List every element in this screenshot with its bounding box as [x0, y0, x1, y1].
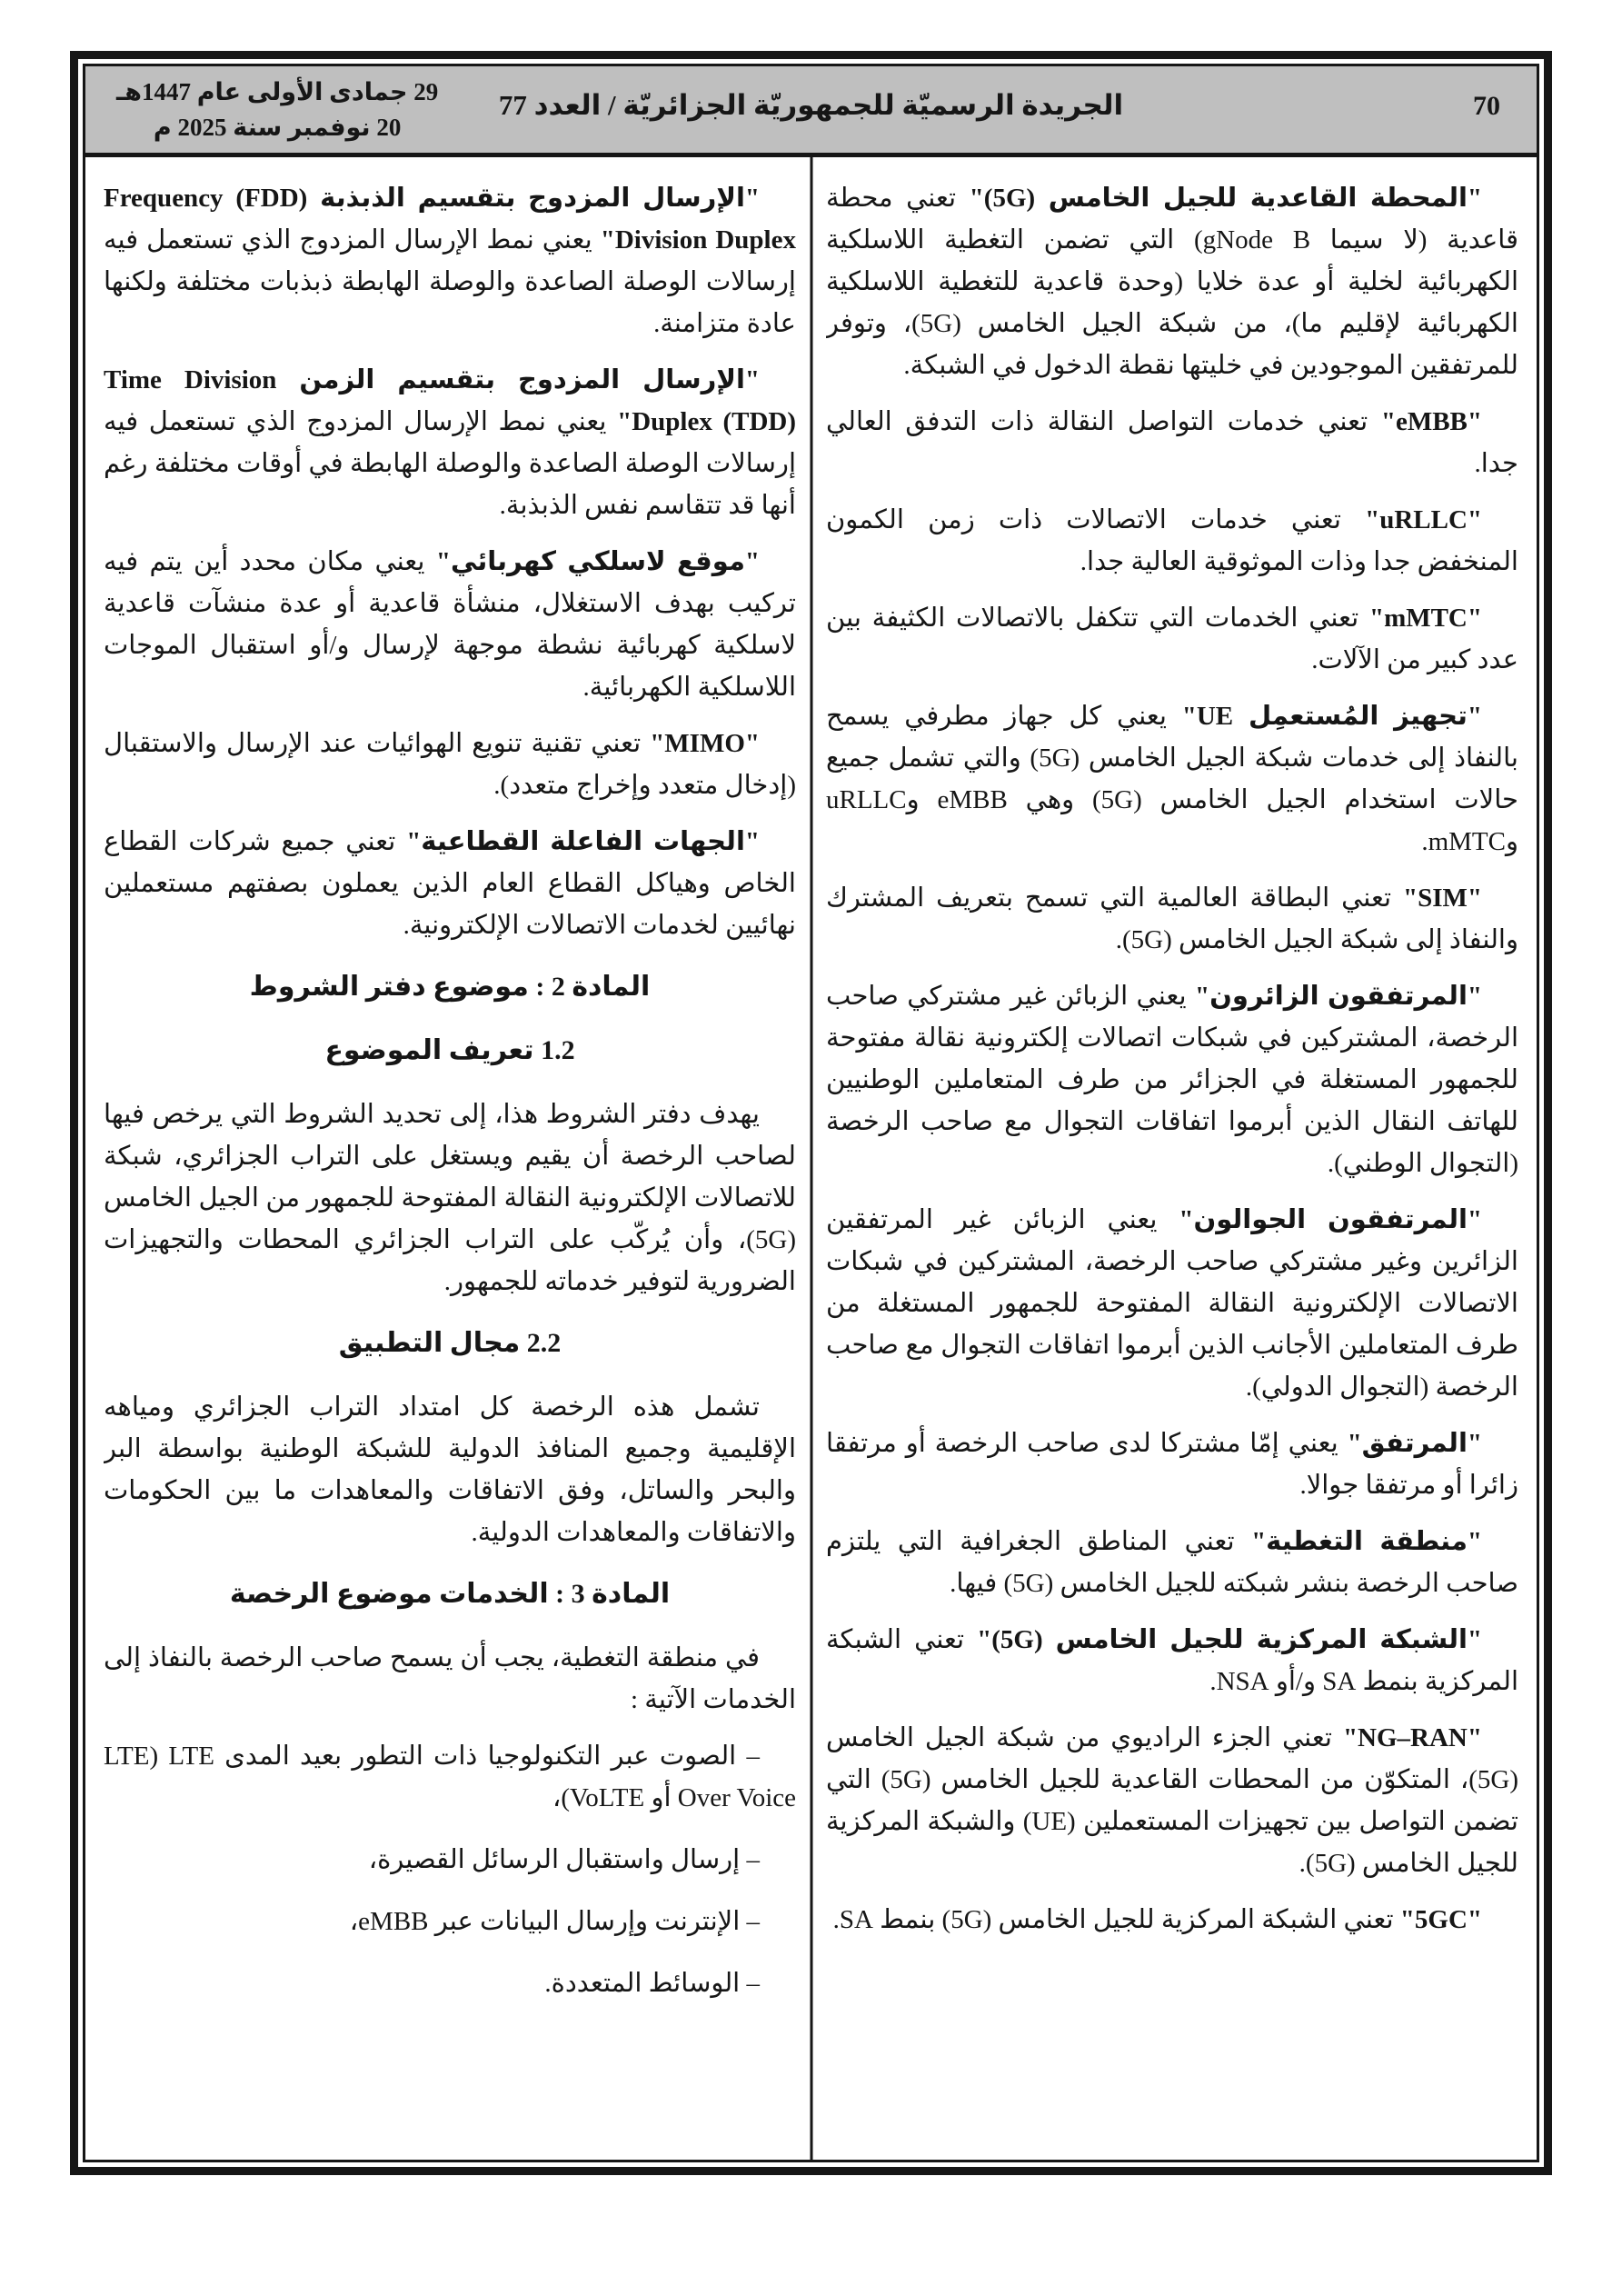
definition-paragraph: "NG–RAN" تعني الجزء الراديوي من شبكة الجيل الخامس (5G)، المتكوّن من المحطات القاعدية للجيل الخامس (5G) التي تضمن التواصل بين تجهيزات المستعملين (UE) والشبكة المركزية للجيل الخامس (5G). [826, 1723, 1518, 1878]
body-paragraph: تشمل هذه الرخصة كل امتداد التراب الجزائري ومياهه الإقليمية وجميع المنافذ الدولية للشبكة الوطنية بواسطة البر والبحر والساتل، وفق الاتفاقات والمعاهدات ما بين الحكومات والاتفاقات والمعاهدات الدولية. [104, 1393, 796, 1547]
definition-paragraph: "المرتفق" يعني إمّا مشتركا لدى صاحب الرخصة أو مرتفقا زائرا أو مرتفقا جوالا. [826, 1429, 1518, 1500]
defined-term: "NG–RAN" [1342, 1723, 1482, 1752]
service-list-item: – إرسال واستقبال الرسائل القصيرة، [368, 1845, 760, 1874]
defined-term: "الإرسال المزدوج بتقسيم الذبذبة (FDD) Frequency Division Duplex" [104, 184, 796, 255]
column-divider [810, 157, 812, 2160]
definition-paragraph: "SIM" تعني البطاقة العالمية التي تسمح بتعريف المشترك والنفاذ إلى شبكة الجيل الخامس (5G). [826, 883, 1518, 954]
defined-term: "الشبكة المركزية للجيل الخامس (5G)" [977, 1625, 1483, 1654]
column-right [826, 177, 1518, 2154]
defined-term: "eMBB" [1380, 407, 1482, 436]
defined-term: "الإرسال المزدوج بتقسيم الزمن Time Division Duplex (TDD)" [104, 365, 796, 436]
definition-paragraph: "MIMO" تعني تقنية تنويع الهوائيات عند الإرسال والاستقبال (إدخال متعدد وإخراج متعدد). [104, 729, 796, 800]
definition-paragraph: "المرتفقون الزائرون" يعني الزبائن غير مشتركي صاحب الرخصة، المشتركين في شبكات اتصالات إلكترونية نقالة مفتوحة للجمهور المستغلة في الجزائر من طرف المتعاملين الوطنيين للهاتف النقال الذين أبرموا اتفاقات التجوال مع صاحب الرخصة (التجوال الوطني). [826, 982, 1518, 1178]
definition-paragraph: "الإرسال المزدوج بتقسيم الذبذبة (FDD) Frequency Division Duplex" يعني نمط الإرسال المزدوج الذي تستعمل فيه إرسالات الوصلة الصاعدة والوصلة الهابطة ذبذبات مختلفة ولكنها عادة متزامنة. [104, 184, 796, 338]
page-number: 70 [1473, 91, 1500, 121]
page-body [85, 157, 1537, 2160]
header-date-hijri: 29 جمادى الأولى عام 1447هـ [116, 78, 439, 105]
definition-paragraph: "منطقة التغطية" تعني المناطق الجغرافية التي يلتزم صاحب الرخصة بنشر شبكته للجيل الخامس (5G) فيها. [826, 1527, 1518, 1598]
section-subheading: 1.2 تعريف الموضوع [324, 1035, 575, 1065]
defined-term: "منطقة التغطية" [1251, 1527, 1483, 1556]
defined-term: "uRLLC" [1365, 505, 1482, 534]
defined-term: "MIMO" [650, 729, 760, 758]
definition-paragraph: "تجهيز المُستعمِل UE" يعني كل جهاز مطرفي يسمح بالنفاذ إلى خدمات شبكة الجيل الخامس (5G) والتي تشمل جميع حالات استخدام الجيل الخامس (5G) وهي eMBB وuRLLC وmMTC. [826, 702, 1518, 856]
definition-paragraph: "5GC" تعني الشبكة المركزية للجيل الخامس (5G) بنمط SA. [832, 1905, 1482, 1934]
section-subheading: 2.2 مجال التطبيق [338, 1328, 562, 1358]
body-paragraph: في منطقة التغطية، يجب أن يسمح صاحب الرخصة بالنفاذ إلى الخدمات الآتية : [104, 1643, 796, 1714]
defined-term: "SIM" [1402, 883, 1482, 913]
header-dates [116, 75, 438, 145]
page-frame-inner [83, 64, 1539, 2162]
journal-title: الجريدة الرسميّة للجمهوريّة الجزائريّة / العدد 77 [498, 89, 1124, 121]
defined-term: "5GC" [1399, 1905, 1482, 1934]
defined-term: "موقع لاسلكي كهربائي" [435, 547, 760, 576]
definition-paragraph: "موقع لاسلكي كهربائي" يعني مكان محدد أين يتم فيه تركيب بهدف الاستغلال، منشأة قاعدية أو عدة منشآت قاعدية لاسلكية كهربائية نشطة موجهة لإرسال و/أو استقبال الموجات اللاسلكية الكهربائية. [104, 547, 796, 702]
defined-term: "المحطة القاعدية للجيل الخامس (5G)" [969, 184, 1482, 213]
body-paragraph: يهدف دفتر الشروط هذا، إلى تحديد الشروط التي يرخص فيها لصاحب الرخصة أن يقيم ويستغل على التراب الجزائري، شبكة للاتصالات الإلكترونية النقالة المفتوحة للجمهور من الجيل الخامس (5G)، وأن يُركّب على التراب الجزائري المحطات والتجهيزات الضرورية لتوفير خدماته للجمهور. [104, 1100, 796, 1296]
service-list-item: – الوسائط المتعددة. [544, 1969, 760, 1998]
column-left [104, 177, 796, 2154]
header-date-gregorian: 20 نوفمبر سنة 2025 م [153, 114, 402, 141]
definition-paragraph: "mMTC" تعني الخدمات التي تتكفل بالاتصالات الكثيفة بين عدد كبير من الآلات. [826, 604, 1518, 674]
article-heading: المادة 2 : موضوع دفتر الشروط [249, 972, 651, 1002]
defined-term: "mMTC" [1368, 604, 1482, 633]
definition-paragraph: "eMBB" تعني خدمات التواصل النقالة ذات التدفق العالي جدا. [826, 407, 1518, 478]
service-list-item: – الإنترنت وإرسال البيانات عبر eMBB، [349, 1907, 760, 1936]
page-frame [70, 51, 1552, 2175]
defined-term: "المرتفقون الجوالون" [1179, 1205, 1482, 1234]
definition-paragraph: "المرتفقون الجوالون" يعني الزبائن غير المرتفقين الزائرين وغير مشتركي صاحب الرخصة، المشتركين في شبكات الاتصالات الإلكترونية النقالة المفتوحة للجمهور المستغلة من طرف المتعاملين الأجانب الذين أبرموا اتفاقات التجوال مع صاحب الرخصة (التجوال الدولي). [826, 1205, 1518, 1402]
definition-paragraph: "المحطة القاعدية للجيل الخامس (5G)" تعني محطة قاعدية (لا سيما gNode B) التي تضمن التغطية اللاسلكية الكهربائية لخلية أو عدة خلايا (وحدة قاعدية للتغطية اللاسلكية الكهربائية لإقليم ما)، من شبكة الجيل الخامس (5G)، وتوفر للمرتفقين الموجودين في خليتها نقطة الدخول في الشبكة. [826, 184, 1518, 380]
defined-term: "الجهات الفاعلة القطاعية" [406, 827, 760, 856]
article-heading: المادة 3 : الخدمات موضوع الرخصة [229, 1579, 671, 1609]
page-header [85, 66, 1537, 157]
defined-term: "تجهيز المُستعمِل UE" [1181, 702, 1482, 731]
defined-term: "المرتفقون الزائرون" [1194, 982, 1482, 1011]
definition-paragraph: "الشبكة المركزية للجيل الخامس (5G)" تعني الشبكة المركزية بنمط SA و/أو NSA. [826, 1625, 1518, 1696]
definition-paragraph: "الإرسال المزدوج بتقسيم الزمن Time Division Duplex (TDD)" يعني نمط الإرسال المزدوج الذي تستعمل فيه إرسالات الوصلة الصاعدة والوصلة الهابطة في أوقات مختلفة رغم أنها قد تتقاسم نفس الذبذبة. [104, 365, 796, 520]
definition-paragraph: "uRLLC" تعني خدمات الاتصالات ذات زمن الكمون المنخفض جدا وذات الموثوقية العالية جدا. [826, 505, 1518, 576]
service-list-item: – الصوت عبر التكنولوجيا ذات التطور بعيد المدى LTE (LTE Over Voice أو VoLTE)، [104, 1742, 796, 1812]
definition-paragraph: "الجهات الفاعلة القطاعية" تعني جميع شركات القطاع الخاص وهياكل القطاع العام الذين يعملون بصفتهم مستعملين نهائيين لخدمات الاتصالات الإلكترونية. [104, 827, 796, 940]
defined-term: "المرتفق" [1347, 1429, 1482, 1458]
